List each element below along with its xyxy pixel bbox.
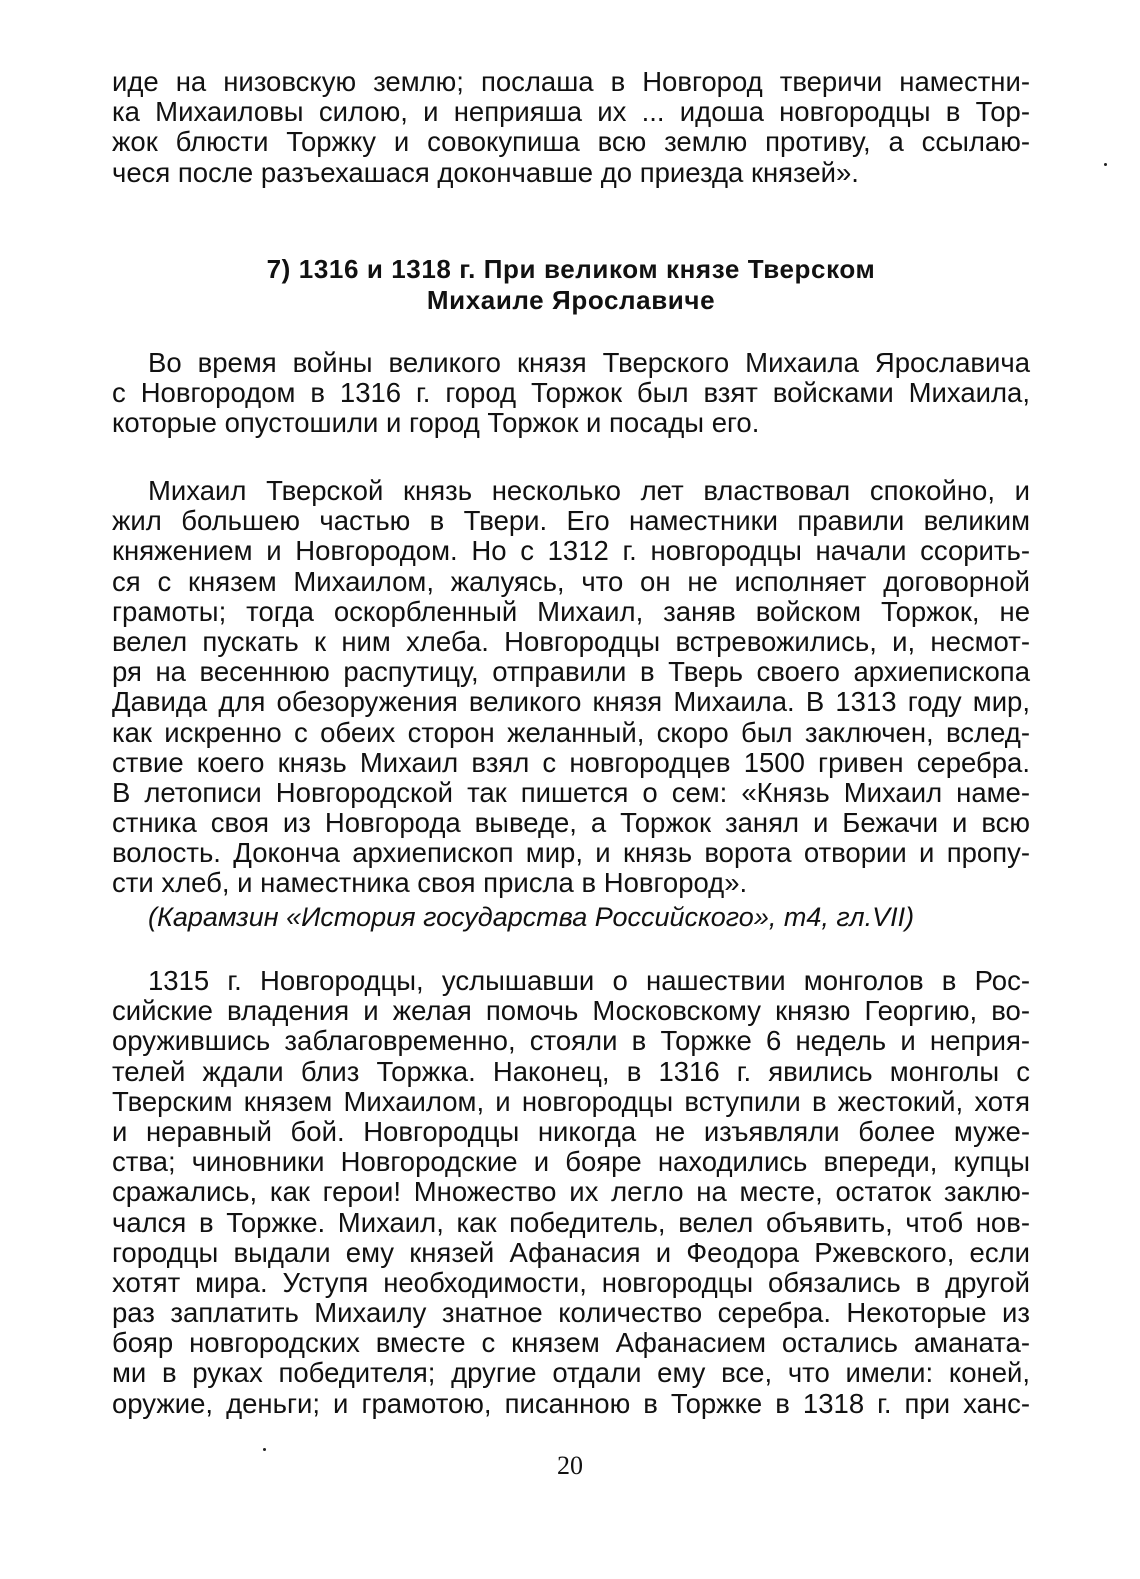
text-line: как искренно с обеих сторон желанный, скоро был заключен, вслед- (112, 716, 1030, 748)
text-line: волость. Доконча архиепископ мир, и князь ворота отвории и пропу- (112, 837, 1030, 869)
text-line: с Новгородом в 1316 г. город Торжок был взят войсками Михаила, (112, 377, 1030, 409)
page-number: 20 (557, 1451, 583, 1480)
text-line: оружившись заблаговременно, стояли в Торжке 6 недель и неприя- (112, 1025, 1030, 1057)
text-line: бояр новгородских вместе с князем Афанасием остались аманата- (112, 1327, 1030, 1359)
text-line: ства; чиновники Новгородские и бояре находились впереди, купцы (112, 1146, 1030, 1178)
paragraph-1 (112, 348, 1030, 439)
intro-paragraph (112, 67, 1030, 188)
text-line: иде на низовскую землю; послаша в Новгород тверичи наместни- (112, 66, 1030, 97)
text-line: княжением и Новгородом. Но с 1312 г. новгородцы начали ссорить- (112, 535, 1030, 567)
text-line: Тверским князем Михаилом, и новгородцы вступили в жестокий, хотя (112, 1085, 1030, 1117)
text-line: ря на весеннюю распутицу, отправили в Тверь своего архиепископа (112, 656, 1030, 688)
text-line: раз заплатить Михаилу знатное количество серебра. Некоторые из (112, 1297, 1030, 1329)
paragraph-2 (112, 476, 1030, 899)
text-line: сражались, как герои! Множество их легло на месте, остаток заклю- (112, 1176, 1030, 1208)
text-line: сти хлеб, и наместника своя присла в Новгород». (112, 867, 748, 899)
text-line: ся с князем Михаилом, жалуясь, что он не исполняет договорной (112, 565, 1030, 597)
section-heading-line: 7) 1316 и 1318 г. При великом князе Тверском (266, 254, 876, 284)
section-heading-line: Михаиле Ярославиче (426, 285, 716, 315)
text-line: чался в Торжке. Михаил, как победитель, велел объявить, чтоб нов- (112, 1206, 1030, 1238)
text-line: хотят мира. Уступя необходимости, новгородцы обязались в другой (112, 1266, 1030, 1298)
text-line: ствие коего князь Михаил взял с новгородцев 1500 гривен серебра. (112, 746, 1030, 778)
text-line: чеся после разъехашася докончавше до приезда князей». (112, 156, 859, 188)
text-line: телей ждали близ Торжка. Наконец, в 1316 г. явились монголы с (112, 1055, 1030, 1087)
text-line: ка Михаиловы силою, и неприяша их ... идоша новгородцы в Тор- (112, 96, 1030, 128)
text-line: грамоты; тогда оскорбленный Михаил, заняв войском Торжок, не (112, 595, 1030, 627)
text-line: стника своя из Новгорода выведе, а Торжок занял и Бежачи и всю (112, 807, 1030, 839)
text-line: Михаил Тверской князь несколько лет властвовал спокойно, и (148, 475, 1030, 506)
text-line: жок блюсти Торжку и совокупиша всю землю противу, а ссылаю- (112, 126, 1030, 158)
text-line: которые опустошили и город Торжок и посады его. (112, 407, 760, 439)
scan-speck (263, 1448, 266, 1451)
text-line: 1315 г. Новгородцы, услышавши о нашествии монголов в Рос- (148, 965, 1030, 996)
text-line: и неравный бой. Новгородцы никогда не изъявляли более муже- (112, 1115, 1030, 1147)
citation: (Карамзин «История государства Российского», т4, гл.VII) (148, 902, 915, 932)
section-heading (112, 254, 1030, 316)
text-line: Во время войны великого князя Тверского Михаила Ярославича (148, 347, 1030, 378)
text-line: Давида для обезоружения великого князя Михаила. В 1313 году мир, (112, 686, 1030, 718)
scan-speck (1104, 163, 1107, 166)
paragraph-3 (112, 966, 1030, 1419)
text-line: сийские владения и желая помочь Московскому князю Георгию, во- (112, 995, 1030, 1027)
text-line: жил большею частью в Твери. Его наместники правили великим (112, 505, 1030, 537)
text-line: городцы выдали ему князей Афанасия и Феодора Ржевского, если (112, 1236, 1030, 1268)
text-line: В летописи Новгородской так пишется о сем: «Князь Михаил наме- (112, 776, 1030, 808)
text-line: велел пускать к ним хлеба. Новгородцы встревожились, и, несмот- (112, 625, 1030, 657)
text-line: оружие, деньги; и грамотою, писанною в Торжке в 1318 г. при ханс- (112, 1387, 1030, 1419)
text-line: ми в руках победителя; другие отдали ему все, что имели: коней, (112, 1357, 1030, 1389)
